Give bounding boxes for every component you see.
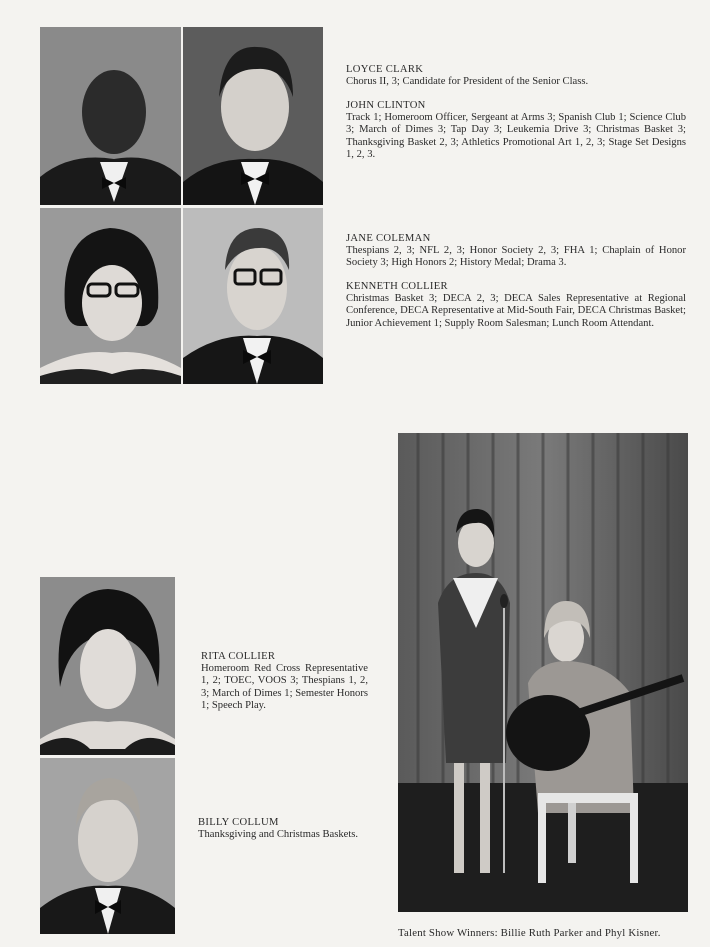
portrait-john-clinton [183,27,323,205]
student-name: KENNETH COLLIER [346,281,448,292]
entry-kenneth-collier [346,281,686,330]
student-name: BILLY COLLUM [198,817,279,828]
student-activities: Thespians 2, 3; NFL 2, 3; Honor Society 2, 3; FHA 1; Chaplain of Honor Society 3; High Honors 2; History Medal; Drama 3. [346,245,686,269]
student-activities: Homeroom Red Cross Representative 1, 2; TOEC, VOOS 3; Thespians 1, 2, 3; March of Dimes 1; Semester Honors 1; Speech Play. [201,663,368,711]
portrait-billy-collum [40,758,175,934]
entry-billy-collum [198,817,366,841]
student-name: LOYCE CLARK [346,64,424,75]
entry-jane-coleman [346,233,686,270]
student-name: JOHN CLINTON [346,100,426,111]
entry-rita-collier [201,651,368,712]
entry-loyce-clark [346,64,686,88]
portrait-loyce-clark [40,27,181,205]
portrait-rita-collier [40,577,175,755]
student-activities: Track 1; Homeroom Officer, Sergeant at Arms 3; Spanish Club 1; Science Club 3; March of Dimes 3; Tap Day 3; Leukemia Drive 3; Christmas Basket 3; Thanksgiving Basket 2, 3; Athletics Promotional Art 1, 2, 3; Stage Set Designs 1, 2, 3. [346,112,686,160]
student-name: JANE COLEMAN [346,233,431,244]
student-activities: Christmas Basket 3; DECA 2, 3; DECA Sales Representative at Regional Conference, DECA Representative at Mid-South Fair, DECA Christmas Basket; Junior Achievement 1; Supply Room Salesman; Lunch Room Attendant. [346,293,686,329]
student-name: RITA COLLIER [201,651,276,662]
student-activities: Thanksgiving and Christmas Baskets. [198,829,359,841]
talent-show-caption: Talent Show Winners: Billie Ruth Parker and Phyl Kisner. [398,927,661,939]
entry-john-clinton [346,100,686,161]
talent-show-photo [398,433,688,912]
student-activities: Chorus II, 3; Candidate for President of the Senior Class. [346,76,589,88]
portrait-jane-coleman [40,208,181,384]
portrait-kenneth-collier [183,208,323,384]
